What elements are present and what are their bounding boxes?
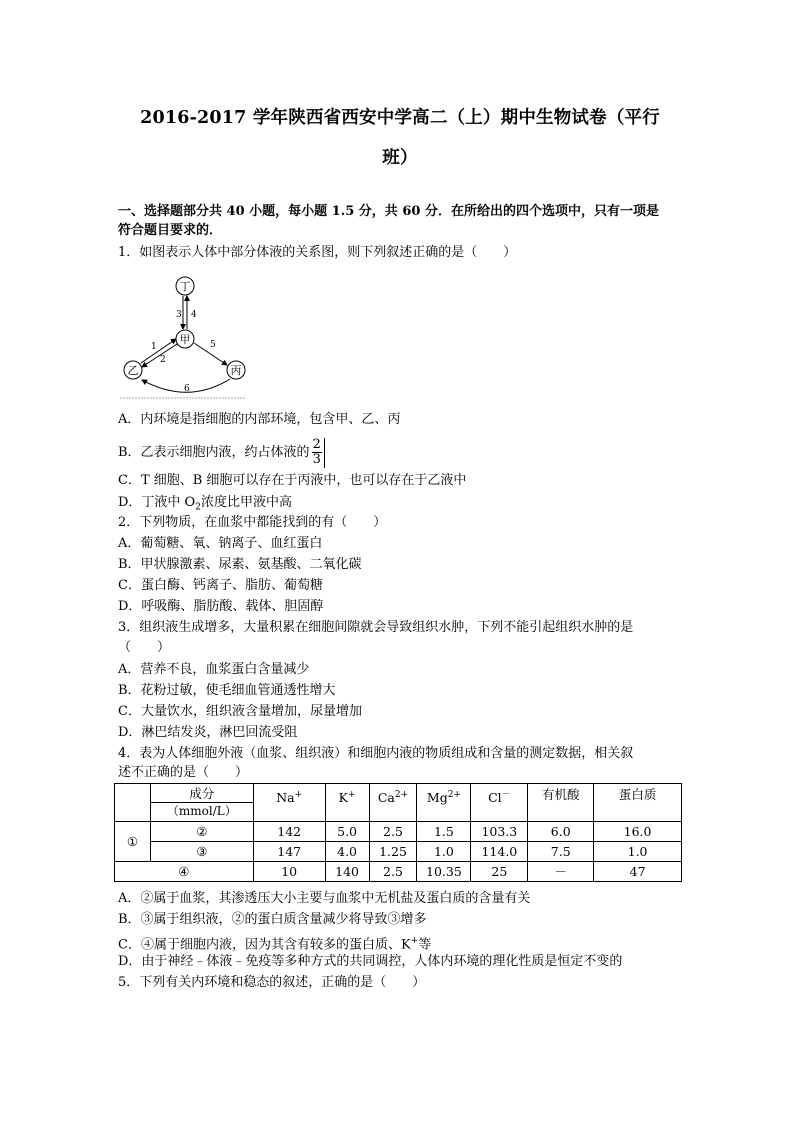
- q3-stem-line2: （ ）: [118, 640, 171, 655]
- q2-option-b: B．甲状腺激素、尿素、氨基酸、二氧化碳: [118, 557, 362, 572]
- cell: 1.0: [417, 842, 471, 862]
- q1-option-b: [118, 436, 325, 470]
- cell: 103.3: [471, 822, 528, 842]
- arrow-3-label: 3: [176, 310, 182, 320]
- table-row: [115, 862, 682, 882]
- node-ding-label: 丁: [179, 280, 191, 293]
- cell: 114.0: [471, 842, 528, 862]
- arrow-4-label: 4: [191, 310, 197, 320]
- table-header-row: [115, 784, 682, 803]
- fraction-denominator: 3: [312, 452, 321, 467]
- node-jia-label: 甲: [179, 333, 191, 346]
- header-na: Na+: [253, 784, 325, 822]
- q2-option-c: C．蛋白酶、钙离子、脂肪、葡萄糖: [118, 578, 323, 593]
- node-bing-label: 丙: [230, 364, 242, 377]
- cell: 1.0: [594, 842, 682, 862]
- q4-option-a: A．②属于血浆，其渗透压大小主要与血浆中无机盐及蛋白质的含量有关: [118, 891, 531, 906]
- arrow-2-label: 2: [160, 355, 166, 365]
- q3-option-d: D．淋巴结发炎，淋巴回流受阻: [118, 725, 298, 740]
- cell: 2.5: [369, 862, 417, 882]
- header-organic-acid: 有机酸: [528, 784, 594, 822]
- q3-stem-line1: 3．组织液生成增多，大量积累在细胞间隙就会导致组织水肿，下列不能引起组织水肿的是: [118, 620, 634, 635]
- q4-option-d: D．由于神经﹣体液﹣免疫等多种方式的共同调控，人体内环境的理化性质是恒定不变的: [118, 954, 623, 969]
- cell: 7.5: [528, 842, 594, 862]
- row-label: ②: [150, 822, 253, 842]
- q4-stem-line2: 述不正确的是（ ）: [118, 765, 249, 780]
- group-label: ①: [115, 822, 151, 862]
- header-ca: $Ca^{2+}$: [369, 784, 417, 822]
- header-mg: $Mg^{2+}$: [417, 784, 471, 822]
- row-label: ③: [150, 842, 253, 862]
- cell: 4.0: [325, 842, 369, 862]
- cell: 10: [253, 862, 325, 882]
- cell: 147: [253, 842, 325, 862]
- q4-option-c-post: 等: [418, 937, 432, 953]
- cell: 1.25: [369, 842, 417, 862]
- q1-option-c: C．T 细胞、B 细胞可以存在于丙液中，也可以存在于乙液中: [118, 473, 467, 488]
- cell: 142: [253, 822, 325, 842]
- header-k: K+: [325, 784, 369, 822]
- fraction-bar: [324, 438, 325, 468]
- q4-option-b: B．③属于组织液，②的蛋白质含量减少将导致③增多: [118, 912, 427, 927]
- q1-option-b-text: B．乙表示细胞内液，约占体液的: [118, 445, 310, 460]
- cell: 5.0: [325, 822, 369, 842]
- cell: 25: [471, 862, 528, 882]
- q2-option-d: D．呼吸酶、脂肪酸、载体、胆固醇: [118, 599, 324, 614]
- cell: 10.35: [417, 862, 471, 882]
- arrow-1: [141, 339, 176, 363]
- q1-option-b-fraction: [312, 438, 322, 467]
- q1-stem: 1．如图表示人体中部分体液的关系图，则下列叙述正确的是（ ）: [118, 245, 517, 260]
- section-heading-line1: 一、选择题部分共 40 小题，每小题 1.5 分，共 60 分．在所给出的四个选项中，只有一项是: [118, 204, 659, 219]
- cell: 140: [325, 862, 369, 882]
- arrow-6-label: 6: [184, 384, 190, 394]
- composition-table: [114, 783, 682, 882]
- cell: 2.5: [369, 822, 417, 842]
- q3-option-b: B．花粉过敏，使毛细血管通透性增大: [118, 683, 336, 698]
- q4-stem-line1: 4．表为人体细胞外液（血浆、组织液）和细胞内液的物质组成和含量的测定数据，相关叙: [118, 746, 634, 761]
- header-cl: Cl－: [471, 784, 528, 822]
- q1-option-a: A．内环境是指细胞的内部环境，包含甲、乙、丙: [118, 412, 401, 427]
- cell: 6.0: [528, 822, 594, 842]
- header-component: 成分: [150, 784, 253, 803]
- cell: 1.5: [417, 822, 471, 842]
- cell: －: [528, 862, 594, 882]
- header-protein: 蛋白质: [594, 784, 682, 822]
- q4-option-c-pre: C．④属于细胞内液，因为其含有较多的蛋白质、K: [118, 937, 411, 953]
- exam-title-line2: 班）: [382, 148, 418, 168]
- fraction-numerator: 2: [312, 437, 321, 452]
- q1-option-d-pre: D．丁液中 O: [118, 495, 196, 510]
- body-fluid-diagram: [118, 273, 258, 403]
- row-label: ④: [115, 862, 254, 882]
- cell: 47: [594, 862, 682, 882]
- q1-option-d-post: 浓度比甲液中高: [200, 495, 292, 510]
- arrow-5-label: 5: [210, 340, 216, 350]
- q5-stem: 5．下列有关内环境和稳态的叙述，正确的是（ ）: [118, 975, 426, 990]
- q3-option-c: C．大量饮水，组织液含量增加，尿量增加: [118, 704, 362, 719]
- section-heading-line2: 符合题目要求的．: [118, 223, 223, 238]
- node-yi-label: 乙: [127, 364, 139, 377]
- q2-stem: 2．下列物质，在血浆中都能找到的有（ ）: [118, 515, 387, 530]
- table-row: [115, 822, 682, 842]
- q3-option-a: A．营养不良，血浆蛋白含量减少: [118, 662, 310, 677]
- arrow-1-label: 1: [151, 342, 157, 352]
- q4-option-c-sup: +: [410, 936, 419, 946]
- q1-option-d-sub: 2: [195, 502, 201, 513]
- table-row: [115, 842, 682, 862]
- q4-option-c: [118, 932, 431, 954]
- exam-title-line1: 2016-2017 学年陕西省西安中学高二（上）期中生物试卷（平行: [140, 108, 660, 128]
- q2-option-a: A．葡萄糖、氧、钠离子、血红蛋白: [118, 536, 323, 551]
- cell: 16.0: [594, 822, 682, 842]
- header-blank-cell: [115, 784, 151, 822]
- header-unit: （mmol/L）: [150, 803, 253, 822]
